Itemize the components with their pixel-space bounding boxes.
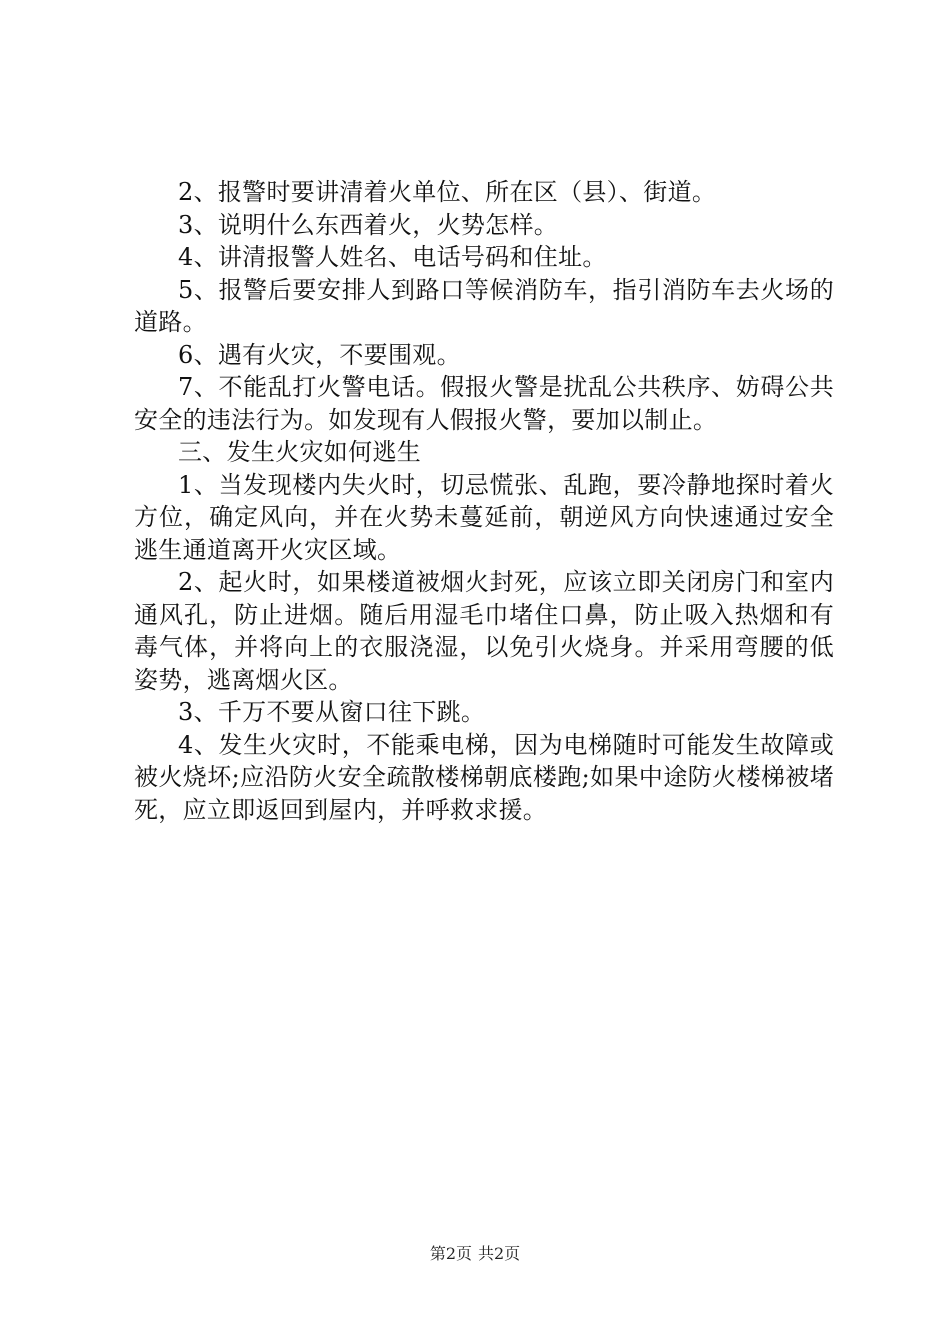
paragraph-escape-2: 2、起火时，如果楼道被烟火封死，应该立即关闭房门和室内通风孔，防止进烟。随后用湿毛巾堵住口鼻，防止吸入热烟和有毒气体，并将向上的衣服浇湿，以免引火烧身。并采用弯腰的低姿势，逃离烟火区。 [134,568,834,694]
paragraph-report-location: 2、报警时要讲清着火单位、所在区（县）、街道。 [178,178,717,206]
paragraph-what-is-burning: 3、说明什么东西着火，火势怎样。 [178,210,559,239]
page-total: 共2页 [478,1244,521,1263]
paragraph-escape-4: 4、发生火灾时，不能乘电梯，因为电梯随时可能发生故障或被火烧坏;应沿防火安全疏散楼梯朝底楼跑;如果中途防火楼梯被堵死，应立即返回到屋内，并呼救求援。 [134,730,834,824]
paragraph-reporter-info: 4、讲清报警人姓名、电话号码和住址。 [178,243,607,271]
page-number: 第2页 [429,1244,472,1263]
section-heading-escape: 三、发生火灾如何逃生 [178,438,421,466]
paragraph-escape-1: 1、当发现楼内失火时，切忌慌张、乱跑，要冷静地探时着火方位，确定风向，并在火势未蔓延前，朝逆风方向快速通过安全逃生通道离开火灾区域。 [134,470,834,564]
document-body [134,176,834,826]
page-footer [0,1244,950,1264]
paragraph-do-not-watch: 6、遇有火灾，不要围观。 [178,340,461,369]
paragraph-escape-3: 3、千万不要从窗口往下跳。 [178,698,486,726]
paragraph-false-alarm: 7、不能乱打火警电话。假报火警是扰乱公共秩序、妨碍公共安全的违法行为。如发现有人假报火警，要加以制止。 [134,373,834,434]
paragraph-guide-fire-truck: 5、报警后要安排人到路口等候消防车，指引消防车去火场的道路。 [134,275,834,336]
